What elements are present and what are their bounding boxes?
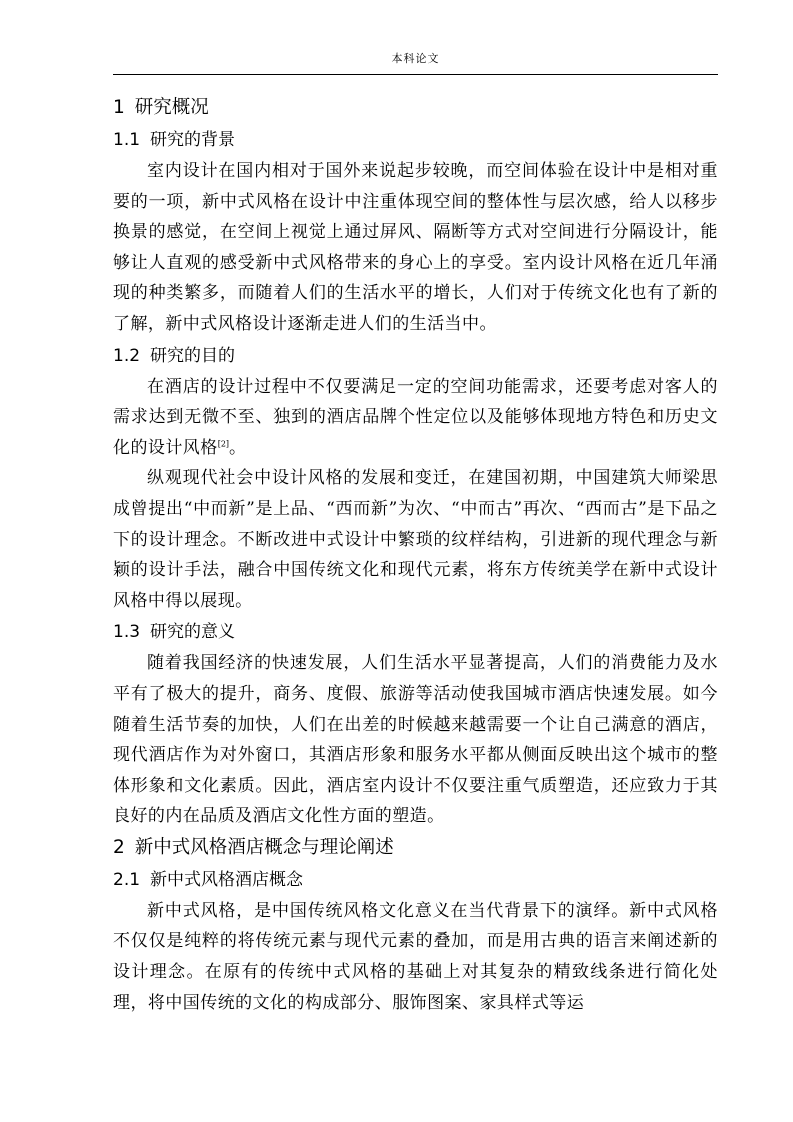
subsection-heading-1-2 — [113, 340, 718, 372]
subsection-title: 研究的意义 — [150, 622, 236, 643]
paragraph-hotel-concept: 新中式风格，是中国传统风格文化意义在当代背景下的演绎。新中式风格不仅仅是纯粹的将传统元素与现代元素的叠加，而是用古典的语言来阐述新的设计理念。在原有的传统中式风格的基础上对其复杂的精致线条进行简化处理，将中国传统的文化的构成部分、服饰图案、家具样式等运 — [113, 900, 718, 1013]
paragraph-significance: 随着我国经济的快速发展，人们生活水平显著提高，人们的消费能力及水平有了极大的提升，商务、度假、旅游等活动使我国城市酒店快速发展。如今随着生活节奏的加快，人们在出差的时候越来越需要一个让自己满意的酒店，现代酒店作为对外窗口，其酒店形象和服务水平都从侧面反映出这个城市的整体形象和文化素质。因此，酒店室内设计不仅要注重气质塑造，还应致力于其良好的内在品质及酒店文化性方面的塑造。 — [113, 653, 718, 827]
subsection-title: 新中式风格酒店概念 — [150, 869, 304, 890]
paragraph-text: 在酒店的设计过程中不仅要满足一定的空间功能需求，还要考虑对客人的需求达到无微不至、独到的酒店品牌个性定位以及能够体现地方特色和历史文化的设计风格 — [113, 376, 718, 458]
subsection-number: 1.2 — [113, 345, 141, 366]
header-rule — [113, 74, 718, 75]
document-body — [113, 92, 718, 1018]
section-title: 研究概况 — [134, 97, 209, 118]
section-heading-1 — [113, 92, 718, 124]
subsection-heading-1-3 — [113, 616, 718, 648]
paragraph-background: 室内设计在国内相对于国外来说起步较晚，而空间体验在设计中是相对重要的一项，新中式风格在设计中注重体现空间的整体性与层次感，给人以移步换景的感觉，在空间上视觉上通过屏风、隔断等方式对空间进行分隔设计，能够让人直观的感受新中式风格带来的身心上的享受。室内设计风格在近几年涌现的种类繁多，而随着人们的生活水平的增长，人们对于传统文化也有了新的了解，新中式风格设计逐渐走进人们的生活当中。 — [113, 161, 718, 334]
subsection-title: 研究的目的 — [150, 345, 236, 366]
subsection-heading-1-1 — [113, 124, 718, 156]
subsection-number: 2.1 — [113, 869, 141, 890]
paragraph-purpose — [113, 372, 718, 464]
running-header: 本科论文 — [391, 52, 440, 65]
subsection-number: 1.3 — [113, 622, 141, 643]
subsection-heading-2-1 — [113, 864, 718, 896]
section-number: 2 — [113, 836, 125, 858]
subsection-title: 研究的背景 — [150, 130, 236, 150]
subsection-number: 1.1 — [113, 130, 141, 150]
citation-marker: [2] — [217, 439, 230, 449]
section-number: 1 — [113, 97, 125, 118]
section-heading-2 — [113, 832, 718, 864]
section-title: 新中式风格酒店概念与理论阐述 — [134, 836, 394, 858]
paragraph-purpose-2: 纵观现代社会中设计风格的发展和变迁，在建国初期，中国建筑大师梁思成曾提出“中而新”是上品、“西而新”为次、“中而古”再次、“西而古”是下品之下的设计理念。不断改进中式设计中繁琐的纹样结构，引进新的现代理念与新颖的设计手法，融合中国传统文化和现代元素，将东方传统美学在新中式设计风格中得以展现。 — [113, 468, 718, 611]
paragraph-end: 。 — [229, 437, 247, 458]
